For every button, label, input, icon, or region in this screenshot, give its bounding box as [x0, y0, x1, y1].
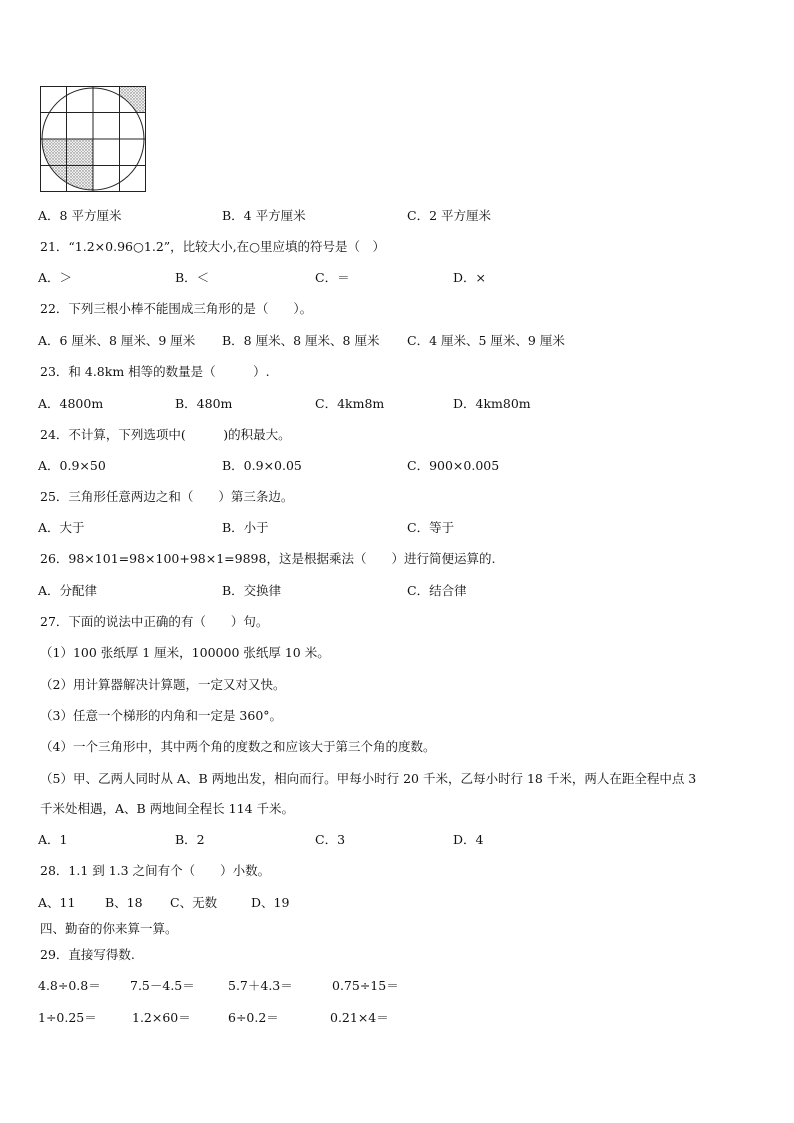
q23-stem: 23．和 4.8km 相等的数量是（ ）. — [40, 364, 270, 379]
q23-option-a[interactable]: A．4800m — [38, 396, 104, 411]
q25-stem: 25．三角形任意两边之和（ ）第三条边。 — [40, 489, 294, 504]
q26-option-b[interactable]: B．交换律 — [222, 583, 282, 598]
q28-option-d[interactable]: D、19 — [251, 895, 290, 910]
q22-option-b[interactable]: B．8 厘米、8 厘米、8 厘米 — [222, 333, 380, 348]
q27-option-c[interactable]: C．3 — [315, 832, 346, 847]
q27-stem: 27．下面的说法中正确的有（ ）句。 — [40, 614, 269, 629]
q27-statement-5-line1: （5）甲、乙两人同时从 A、B 两地出发，相向而行。甲每小时行 20 千米，乙每小时行 18 千米，两人在距全程中点 3 — [40, 771, 697, 786]
section-heading: 四、勤奋的你来算一算。 — [40, 921, 178, 936]
q23-option-b[interactable]: B．480m — [175, 396, 233, 411]
q22-stem: 22．下列三根小棒不能围成三角形的是（ ）。 — [40, 301, 313, 316]
q24-option-a[interactable]: A．0.9×50 — [38, 458, 106, 473]
q29-item: 1.2×60＝ — [132, 1010, 191, 1025]
q29-item: 1÷0.25＝ — [38, 1010, 97, 1025]
q21-option-a[interactable]: A．＞ — [38, 270, 73, 285]
circle-grid-figure — [40, 86, 146, 192]
q24-option-c[interactable]: C．900×0.005 — [407, 458, 500, 473]
q28-option-a[interactable]: A、11 — [38, 895, 76, 910]
q28-stem: 28．1.1 到 1.3 之间有个（ ）小数。 — [40, 863, 271, 878]
q23-option-d[interactable]: D．4km80m — [453, 396, 531, 411]
q25-option-c[interactable]: C．等于 — [407, 520, 455, 535]
q27-statement-4: （4）一个三角形中，其中两个角的度数之和应该大于第三个角的度数。 — [40, 739, 436, 754]
q29-item: 6÷0.2＝ — [228, 1010, 279, 1025]
q27-statement-1: （1）100 张纸厚 1 厘米，100000 张纸厚 10 米。 — [40, 645, 330, 660]
q20-option-c[interactable]: C．2 平方厘米 — [407, 208, 491, 223]
q27-statement-2: （2）用计算器解决计算题，一定又对又快。 — [40, 677, 286, 692]
q21-option-d[interactable]: D．× — [453, 270, 486, 285]
q21-stem: 21．“1.2×0.96○1.2”，比较大小,在○里应填的符号是（ ） — [40, 239, 386, 254]
q29-item: 0.75÷15＝ — [332, 978, 399, 993]
q29-item: 5.7＋4.3＝ — [228, 978, 293, 993]
q22-option-c[interactable]: C．4 厘米、5 厘米、9 厘米 — [407, 333, 565, 348]
q26-option-a[interactable]: A．分配律 — [38, 583, 98, 598]
q27-option-a[interactable]: A．1 — [38, 832, 68, 847]
q29-stem: 29．直接写得数. — [40, 947, 135, 962]
q26-stem: 26．98×101=98×100+98×1=9898，这是根据乘法（ ）进行简便运算的. — [40, 551, 496, 566]
q27-statement-5-line2: 千米处相遇，A、B 两地间全程长 114 千米。 — [40, 801, 294, 816]
q29-item: 4.8÷0.8＝ — [38, 978, 101, 993]
q25-option-b[interactable]: B．小于 — [222, 520, 269, 535]
q28-option-c[interactable]: C、无数 — [170, 895, 218, 910]
q20-option-a[interactable]: A．8 平方厘米 — [38, 208, 122, 223]
q23-option-c[interactable]: C．4km8m — [315, 396, 385, 411]
q28-option-b[interactable]: B、18 — [105, 895, 143, 910]
q29-item: 7.5－4.5＝ — [130, 978, 195, 993]
q27-option-b[interactable]: B．2 — [175, 832, 205, 847]
q24-option-b[interactable]: B．0.9×0.05 — [222, 458, 302, 473]
q27-option-d[interactable]: D．4 — [453, 832, 484, 847]
q22-option-a[interactable]: A．6 厘米、8 厘米、9 厘米 — [38, 333, 196, 348]
q21-option-c[interactable]: C．＝ — [315, 270, 350, 285]
q26-option-c[interactable]: C．结合律 — [407, 583, 467, 598]
q29-item: 0.21×4＝ — [330, 1010, 389, 1025]
q24-stem: 24．不计算，下列选项中( )的积最大。 — [40, 427, 291, 442]
q25-option-a[interactable]: A．大于 — [38, 520, 85, 535]
q20-option-b[interactable]: B．4 平方厘米 — [222, 208, 306, 223]
q27-statement-3: （3）任意一个梯形的内角和一定是 360°。 — [40, 708, 283, 723]
q21-option-b[interactable]: B．＜ — [175, 270, 210, 285]
